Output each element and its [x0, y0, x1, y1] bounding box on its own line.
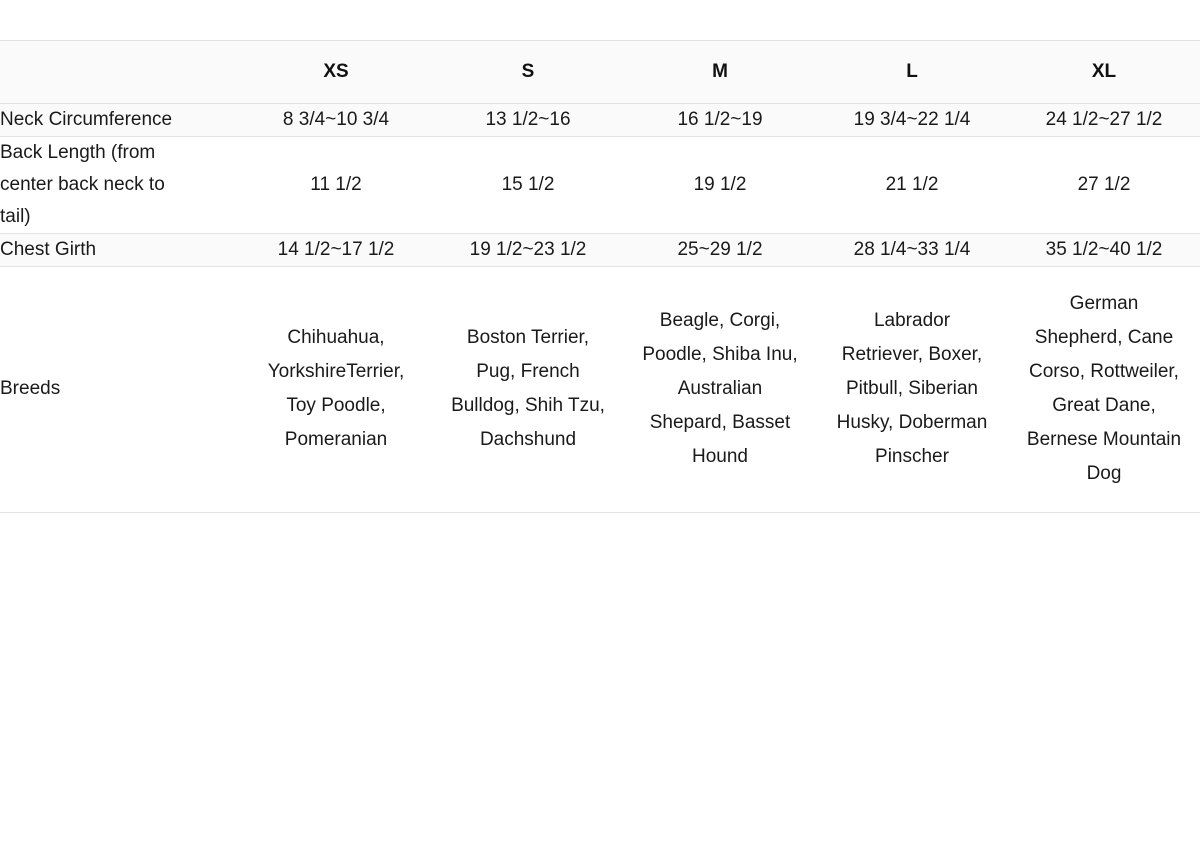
cell-back-xs: 11 1/2: [240, 136, 432, 233]
table-body: [0, 104, 1200, 513]
cell-back-m: 19 1/2: [624, 136, 816, 233]
header-size-s: S: [432, 41, 624, 104]
cell-chest-xl: 35 1/2~40 1/2: [1008, 233, 1200, 266]
row-label-back-length: Back Length (from center back neck to tail): [0, 136, 240, 233]
cell-neck-l: 19 3/4~22 1/4: [816, 104, 1008, 137]
cell-breeds-m: Beagle, Corgi, Poodle, Shiba Inu, Australian Shepard, Basset Hound: [624, 266, 816, 512]
cell-chest-m: 25~29 1/2: [624, 233, 816, 266]
cell-chest-l: 28 1/4~33 1/4: [816, 233, 1008, 266]
header-size-xs: XS: [240, 41, 432, 104]
cell-back-xl: 27 1/2: [1008, 136, 1200, 233]
cell-breeds-s: Boston Terrier, Pug, French Bulldog, Shih Tzu, Dachshund: [432, 266, 624, 512]
table-row: [0, 266, 1200, 512]
cell-back-l: 21 1/2: [816, 136, 1008, 233]
cell-breeds-xs: Chihuahua, YorkshireTerrier, Toy Poodle, Pomeranian: [240, 266, 432, 512]
header-size-xl: XL: [1008, 41, 1200, 104]
header-corner-cell: [0, 41, 240, 104]
row-label-breeds: Breeds: [0, 266, 240, 512]
table-row: [0, 233, 1200, 266]
header-row: [0, 41, 1200, 104]
cell-chest-xs: 14 1/2~17 1/2: [240, 233, 432, 266]
cell-neck-s: 13 1/2~16: [432, 104, 624, 137]
table-row: [0, 136, 1200, 233]
cell-neck-m: 16 1/2~19: [624, 104, 816, 137]
table-header: [0, 41, 1200, 104]
cell-neck-xs: 8 3/4~10 3/4: [240, 104, 432, 137]
cell-breeds-l: Labrador Retriever, Boxer, Pitbull, Siberian Husky, Doberman Pinscher: [816, 266, 1008, 512]
cell-back-s: 15 1/2: [432, 136, 624, 233]
cell-chest-s: 19 1/2~23 1/2: [432, 233, 624, 266]
cell-neck-xl: 24 1/2~27 1/2: [1008, 104, 1200, 137]
row-label-neck-circumference: Neck Circumference: [0, 104, 240, 137]
row-label-chest-girth: Chest Girth: [0, 233, 240, 266]
header-size-m: M: [624, 41, 816, 104]
table-row: [0, 104, 1200, 137]
header-size-l: L: [816, 41, 1008, 104]
cell-breeds-xl: German Shepherd, Cane Corso, Rottweiler, Great Dane, Bernese Mountain Dog: [1008, 266, 1200, 512]
size-chart-table: [0, 40, 1200, 513]
